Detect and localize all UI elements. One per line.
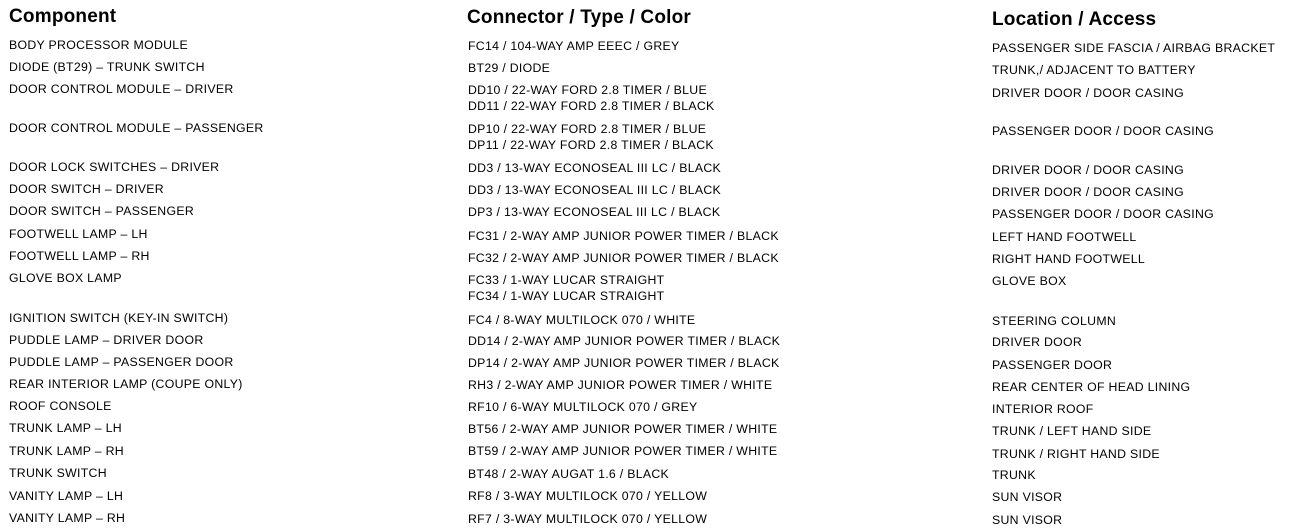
connector-line: FC31 / 2-WAY AMP JUNIOR POWER TIMER / BLACK bbox=[468, 229, 779, 243]
connector-line: FC32 / 2-WAY AMP JUNIOR POWER TIMER / BLACK bbox=[468, 251, 779, 265]
location-access: GLOVE BOX bbox=[992, 274, 1067, 288]
connector-line: DP14 / 2-WAY AMP JUNIOR POWER TIMER / BLACK bbox=[468, 356, 780, 370]
connector-info bbox=[468, 466, 669, 482]
connector-line: DD14 / 2-WAY AMP JUNIOR POWER TIMER / BLACK bbox=[468, 334, 781, 348]
connector-info bbox=[468, 82, 715, 114]
component-name: REAR INTERIOR LAMP (COUPE ONLY) bbox=[9, 377, 243, 391]
location-access: INTERIOR ROOF bbox=[992, 402, 1094, 416]
component-name: VANITY LAMP – RH bbox=[9, 511, 126, 525]
connector-info bbox=[468, 377, 772, 393]
connector-info bbox=[468, 182, 721, 198]
connector-line: BT59 / 2-WAY AMP JUNIOR POWER TIMER / WHITE bbox=[468, 444, 778, 458]
component-name: DOOR SWITCH – PASSENGER bbox=[9, 204, 195, 218]
component-name: BODY PROCESSOR MODULE bbox=[9, 38, 188, 52]
connector-line: RH3 / 2-WAY AMP JUNIOR POWER TIMER / WHITE bbox=[468, 378, 773, 392]
location-access: STEERING COLUMN bbox=[992, 314, 1117, 328]
connector-line: BT48 / 2-WAY AUGAT 1.6 / BLACK bbox=[468, 467, 670, 481]
component-name: PUDDLE LAMP – DRIVER DOOR bbox=[9, 333, 204, 347]
connector-info bbox=[468, 160, 721, 176]
component-name: FOOTWELL LAMP – LH bbox=[9, 227, 148, 241]
connector-info bbox=[468, 421, 777, 437]
connector-line: RF8 / 3-WAY MULTILOCK 070 / YELLOW bbox=[468, 489, 708, 503]
component-name: DOOR CONTROL MODULE – PASSENGER bbox=[9, 121, 264, 135]
location-access: PASSENGER DOOR bbox=[992, 358, 1113, 372]
location-access: DRIVER DOOR bbox=[992, 335, 1083, 349]
connector-info bbox=[468, 355, 780, 371]
component-name: DOOR SWITCH – DRIVER bbox=[9, 182, 164, 196]
connector-line: RF7 / 3-WAY MULTILOCK 070 / YELLOW bbox=[468, 512, 708, 526]
location-access: LEFT HAND FOOTWELL bbox=[992, 230, 1137, 244]
component-name: ROOF CONSOLE bbox=[9, 399, 112, 413]
connector-info bbox=[468, 250, 779, 266]
connector-info bbox=[468, 204, 720, 220]
location-access: PASSENGER SIDE FASCIA / AIRBAG BRACKET bbox=[992, 41, 1276, 55]
location-access: TRUNK bbox=[992, 468, 1036, 482]
component-name: VANITY LAMP – LH bbox=[9, 489, 124, 503]
connector-line: RF10 / 6-WAY MULTILOCK 070 / GREY bbox=[468, 400, 698, 414]
location-access: DRIVER DOOR / DOOR CASING bbox=[992, 86, 1184, 100]
location-access: TRUNK / LEFT HAND SIDE bbox=[992, 424, 1152, 438]
location-access: SUN VISOR bbox=[992, 513, 1063, 527]
connector-line: BT56 / 2-WAY AMP JUNIOR POWER TIMER / WHITE bbox=[468, 422, 778, 436]
location-access: PASSENGER DOOR / DOOR CASING bbox=[992, 124, 1215, 138]
connector-info bbox=[468, 333, 780, 349]
connector-line: DP11 / 22-WAY FORD 2.8 TIMER / BLACK bbox=[468, 138, 714, 152]
connector-info bbox=[468, 228, 779, 244]
location-access: REAR CENTER OF HEAD LINING bbox=[992, 380, 1191, 394]
connector-line: DD3 / 13-WAY ECONOSEAL III LC / BLACK bbox=[468, 161, 722, 175]
connector-line: DD11 / 22-WAY FORD 2.8 TIMER / BLACK bbox=[468, 99, 715, 113]
component-name: TRUNK LAMP – LH bbox=[9, 421, 122, 435]
connector-line: DD10 / 22-WAY FORD 2.8 TIMER / BLUE bbox=[468, 83, 707, 97]
header-location: Location / Access bbox=[992, 9, 1157, 30]
connector-line: DP3 / 13-WAY ECONOSEAL III LC / BLACK bbox=[468, 205, 721, 219]
connector-line: BT29 / DIODE bbox=[468, 61, 551, 75]
location-access: TRUNK / RIGHT HAND SIDE bbox=[992, 447, 1160, 461]
component-name: DOOR CONTROL MODULE – DRIVER bbox=[9, 82, 234, 96]
component-name: TRUNK LAMP – RH bbox=[9, 444, 124, 458]
connector-info bbox=[468, 443, 777, 459]
connector-info bbox=[468, 511, 707, 527]
location-access: RIGHT HAND FOOTWELL bbox=[992, 252, 1146, 266]
component-name: FOOTWELL LAMP – RH bbox=[9, 249, 150, 263]
component-name: DIODE (BT29) – TRUNK SWITCH bbox=[9, 60, 205, 74]
connector-line: FC14 / 104-WAY AMP EEEC / GREY bbox=[468, 39, 680, 53]
connector-info bbox=[468, 272, 664, 304]
connector-info bbox=[468, 399, 697, 415]
component-name: IGNITION SWITCH (KEY-IN SWITCH) bbox=[9, 311, 229, 325]
location-access: TRUNK,/ ADJACENT TO BATTERY bbox=[992, 63, 1196, 77]
location-access: PASSENGER DOOR / DOOR CASING bbox=[992, 207, 1215, 221]
location-access: DRIVER DOOR / DOOR CASING bbox=[992, 185, 1184, 199]
connector-line: DP10 / 22-WAY FORD 2.8 TIMER / BLUE bbox=[468, 122, 707, 136]
connector-info bbox=[468, 488, 707, 504]
connector-line: FC34 / 1-WAY LUCAR STRAIGHT bbox=[468, 289, 665, 303]
location-access: DRIVER DOOR / DOOR CASING bbox=[992, 163, 1184, 177]
location-access: SUN VISOR bbox=[992, 490, 1063, 504]
header-component: Component bbox=[9, 6, 117, 27]
connector-line: FC33 / 1-WAY LUCAR STRAIGHT bbox=[468, 273, 665, 287]
connector-info bbox=[468, 121, 714, 153]
component-name: DOOR LOCK SWITCHES – DRIVER bbox=[9, 160, 220, 174]
connector-line: FC4 / 8-WAY MULTILOCK 070 / WHITE bbox=[468, 313, 696, 327]
connector-line: DD3 / 13-WAY ECONOSEAL III LC / BLACK bbox=[468, 183, 722, 197]
component-name: TRUNK SWITCH bbox=[9, 466, 107, 480]
header-connector: Connector / Type / Color bbox=[467, 7, 692, 28]
connector-info bbox=[468, 60, 550, 76]
component-name: GLOVE BOX LAMP bbox=[9, 271, 122, 285]
connector-info bbox=[468, 38, 680, 54]
connector-info bbox=[468, 312, 695, 328]
component-name: PUDDLE LAMP – PASSENGER DOOR bbox=[9, 355, 234, 369]
